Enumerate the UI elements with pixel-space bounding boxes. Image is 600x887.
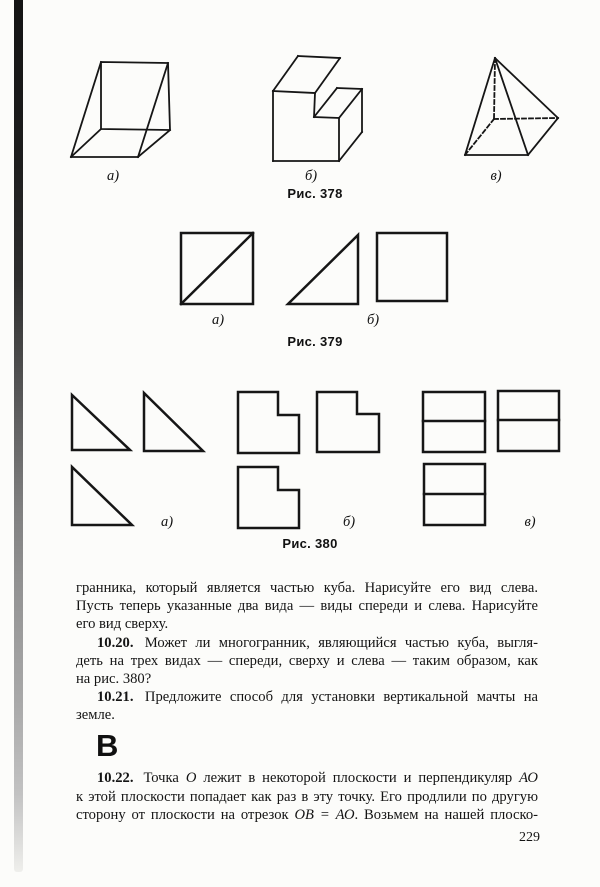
problems-text-block xyxy=(76,579,538,725)
text-line xyxy=(76,769,538,788)
fig-380-caption: Рис. 380 xyxy=(282,536,338,551)
paragraph xyxy=(76,688,538,724)
text-segment: Точка xyxy=(136,770,186,786)
text-line xyxy=(76,615,538,633)
fig-380-sublabel: а) xyxy=(160,514,174,530)
text-segment: к этой плоскости попадает как раз в эту точку. Его продлили по другую xyxy=(76,788,538,805)
text-line xyxy=(76,652,538,670)
text-segment: лежит в некоторой плоскости и перпендикуляр xyxy=(196,770,520,786)
section-header-b: В xyxy=(96,728,119,763)
text-segment: ОВ xyxy=(294,807,314,823)
text-line xyxy=(76,706,538,724)
text-segment: на рис. 380? xyxy=(76,671,152,688)
text-segment: сторону от плоскости на отрезок xyxy=(76,807,295,823)
problem-number: 10.22. xyxy=(97,770,134,786)
text-segment: АО xyxy=(519,770,538,786)
problem-number: 10.20. xyxy=(97,634,134,651)
text-segment: Пусть теперь указанные два вида — виды спереди и слева. Нарисуйте xyxy=(76,598,538,615)
fig-379-sublabel: а) xyxy=(211,312,225,328)
text-segment: Предложите способ для установки вертикальной мачты на xyxy=(136,689,538,706)
text-segment: земле. xyxy=(76,707,115,724)
paragraph xyxy=(76,769,538,825)
text-segment: АО xyxy=(335,807,355,823)
text-line xyxy=(76,806,538,825)
text-segment: Может ли многогранник, являющийся частью куба, выгля- xyxy=(136,634,538,651)
text-line xyxy=(76,634,538,652)
fig-378-sublabel: в) xyxy=(490,168,502,184)
problem-number: 10.21. xyxy=(97,689,134,706)
fig-379-sublabel: б) xyxy=(366,312,380,328)
text-segment: его вид сверху. xyxy=(76,616,169,633)
text-segment: деть на трех видах — спереди, сверху и слева — таким образом, как xyxy=(76,652,538,669)
text-line xyxy=(76,579,538,597)
text-line xyxy=(76,688,538,706)
paragraph xyxy=(76,634,538,689)
text-line xyxy=(76,597,538,615)
text-line xyxy=(76,788,538,807)
fig-380-sublabel: в) xyxy=(524,514,536,530)
problem-10-22-block xyxy=(76,769,538,825)
page-number: 229 xyxy=(519,830,540,845)
fig-378-caption: Рис. 378 xyxy=(287,186,343,201)
text-segment: гранника, который является частью куба. Нарисуйте его вид слева. xyxy=(76,580,538,596)
paragraph xyxy=(76,579,538,634)
text-segment: = xyxy=(313,807,336,823)
text-segment: . Возьмем на нашей плоско- xyxy=(354,807,538,823)
fig-378-sublabel: б) xyxy=(304,168,318,184)
text-line xyxy=(76,670,538,688)
fig-379-caption: Рис. 379 xyxy=(287,334,343,349)
text-segment: О xyxy=(185,770,197,786)
fig-378-sublabel: а) xyxy=(106,168,120,184)
fig-380-sublabel: б) xyxy=(342,514,356,530)
